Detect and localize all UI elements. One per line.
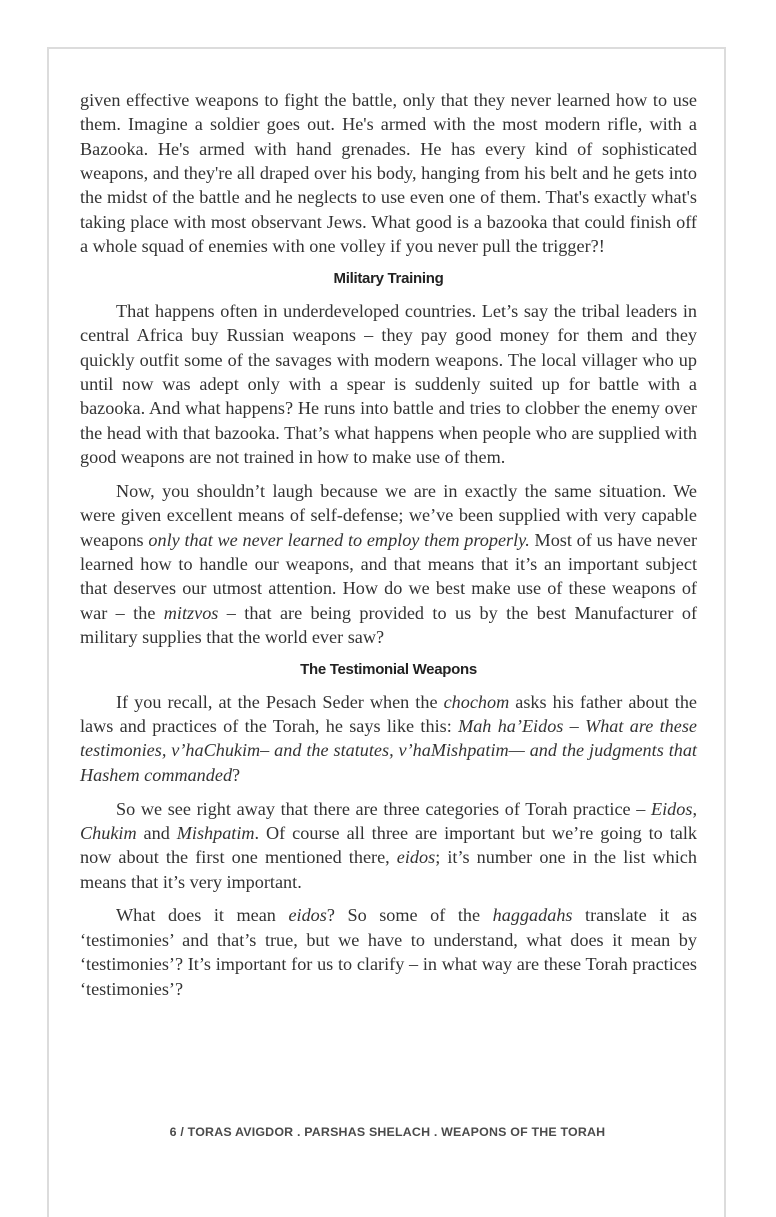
text-segment: ? So some of the [326,905,493,926]
paragraph-5 [80,797,697,894]
italic-segment: chochom [443,691,510,712]
text-segment: That happens often in underdeveloped countries. Let’s say the tribal leaders in central Africa buy Russian weapons – they pay good money for them and they quickly outfit some of the savages with modern weapons. The local villager who up until now was adept only with a spear is suddenly suited up for battle with a bazooka. And what happens? He runs into battle and tries to clobber the enemy over the head with that bazooka. That’s what happens when people who are supplied with good weapons are not trained in how to make use of them. [80,300,697,467]
text-segment: – that are being provided to us by the best Manufacturer of military supplies that the world ever saw? [80,602,697,647]
text-segment: and [136,822,177,843]
italic-segment: mitzvos [163,602,219,623]
italic-segment: eidos [396,847,436,868]
text-segment: Most of us have never learned how to handle our weapons, and that means that it’s an important subject that deserves our utmost attention. How do we best make use of these weapons of war – the [80,529,697,623]
section-heading-testimonial-weapons: The Testimonial Weapons [300,660,477,678]
paragraph-6 [80,903,697,1000]
italic-segment: haggadahs [492,905,573,926]
italic-segment: Chukim [80,822,137,843]
paragraph-3 [80,479,697,649]
italic-segment: eidos [288,905,327,926]
italic-segment: Mishpatim [176,822,255,843]
text-segment: What does it mean [116,905,289,926]
italic-segment: only that we never learned to employ them properly. [148,529,530,550]
section-heading-military-training: Military Training [333,269,444,287]
italic-segment: Eidos [651,798,693,819]
page-body [80,88,697,1010]
text-segment: , [692,798,697,819]
italic-segment: Mah ha’Eidos – What are these testimonies, v’haChukim– and the statutes, v’haMishpatim— and the judgments that Hashem commanded [80,716,697,785]
text-segment: asks his father about the laws and practices of the Torah, he says like this: [80,691,697,737]
text-segment: So we see right away that there are three categories of Torah practice – [116,798,652,819]
text-segment: If you recall, at the Pesach Seder when the [116,691,444,712]
page-footer: 6 / TORAS AVIGDOR . PARSHAS SHELACH . WEAPONS OF THE TORAH [169,1125,606,1139]
text-segment: translate it as ‘testimonies’ and that’s true, but we have to understand, what does it mean by ‘testimonies’? It’s important for us to clarify – in what way are these Torah practices ‘testimonies’? [80,905,698,999]
paragraph-1 [80,88,697,258]
paragraph-4 [80,690,697,787]
text-segment: ; it’s number one in the list which means that it’s very important. [80,847,697,892]
text-segment: . Of course all three are important but we’re going to talk now about the first one mentioned there, [80,822,697,868]
paragraph-2 [80,299,697,469]
text-segment: given effective weapons to fight the battle, only that they never learned how to use them. Imagine a soldier goes out. He's armed with the most modern rifle, with a Bazooka. He's armed with hand grenades. He has every kind of sophisticated weapons, and they're all draped over his body, hanging from his belt and he gets into the midst of the battle and he neglects to use even one of them. That's exactly what's taking place with most observant Jews. What good is a bazooka that could finish off a whole squad of enemies with one volley if you never pull the trigger?! [80,90,697,257]
text-segment: Now, you shouldn’t laugh because we are in exactly the same situation. We were given excellent means of self-defense; we’ve been supplied with very capable weapons [80,480,697,550]
text-segment: ? [232,764,241,785]
